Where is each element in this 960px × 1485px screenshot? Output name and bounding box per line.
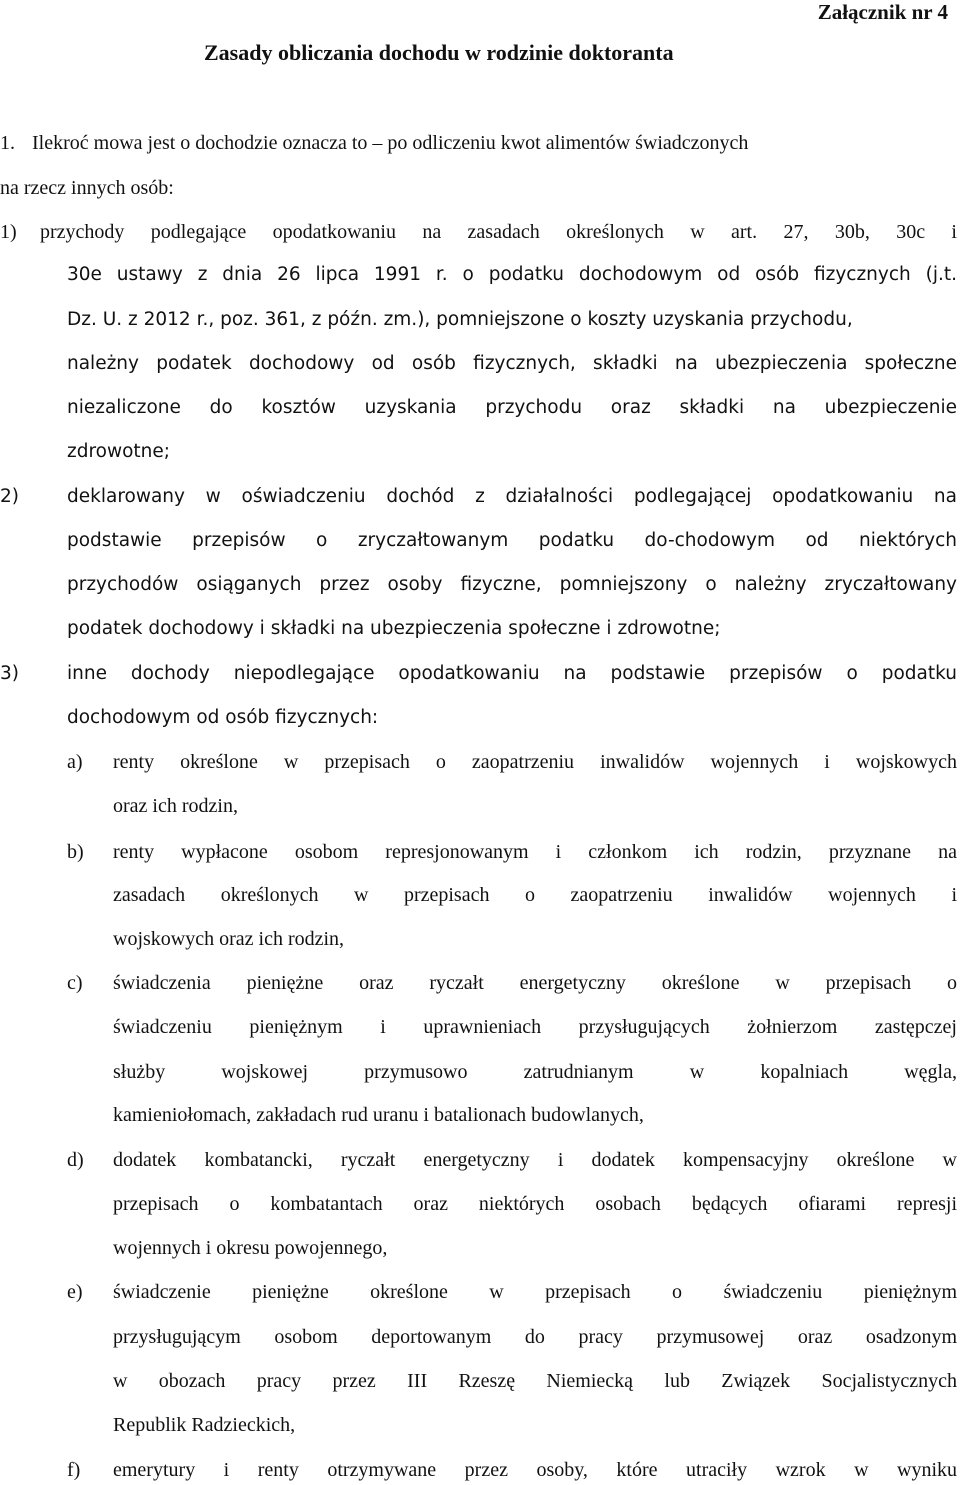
subitem-c-line-3: służby wojskowej przymusowo zatrudnianym w kopalniach węgla, [113,1061,957,1083]
subitem-b-line-2: zasadach określonych w przepisach o zaopatrzeniu inwalidów wojennych i [113,884,957,906]
subitem-a-marker: a) [67,751,83,773]
attachment-label: Załącznik nr 4 [817,0,948,24]
subitem-d-line-1: dodatek kombatancki, ryczałt energetyczny i dodatek kompensacyjny określone w [113,1149,957,1171]
item1-line-3-text: Dz. U. z 2012 r., poz. 361, z późn. zm.), pomniejszone o koszty uzyskania przychodu, [67,309,853,330]
subitem-e-line-2: przysługującym osobom deportowanym do pracy przymusowej oraz osadzonym [113,1326,957,1348]
subitem-c-line-2: świadczeniu pieniężnym i uprawnieniach przysługujących żołnierzom zastępczej [113,1016,957,1038]
item3-marker: 3) [0,663,19,684]
subitem-d-line-3: wojennych i okresu powojennego, [113,1237,388,1259]
subitem-f-line-1: emerytury i renty otrzymywane przez osoby, które utraciły wzrok w wyniku [113,1459,957,1481]
subitem-a-line-1: renty określone w przepisach o zaopatrzeniu inwalidów wojennych i wojskowych [113,751,957,773]
subitem-b-line-3: wojskowych oraz ich rodzin, [113,928,345,950]
document-title: Zasady obliczania dochodu w rodzinie doktoranta [204,40,674,65]
item1-line-1: przychody podlegające opodatkowaniu na zasadach określonych w art. 27, 30b, 30c i [40,221,957,243]
subitem-b-marker: b) [67,841,84,863]
section1-number: 1. [0,132,15,154]
item1-line-2: 30e ustawy z dnia 26 lipca 1991 r. o podatku dochodowym od osób fizycznych (j.t. [67,264,957,285]
item3-line-1: inne dochody niepodlegające opodatkowaniu na podstawie przepisów o podatku [67,663,957,684]
subitem-d-marker: d) [67,1149,84,1171]
item2-line-4: podatek dochodowy i składki na ubezpieczenia społeczne i zdrowotne; [67,618,721,639]
subitem-c-marker: c) [67,972,83,994]
subitem-e-marker: e) [67,1281,83,1303]
item1-marker: 1) [0,221,17,243]
subitem-e-line-1: świadczenie pieniężne określone w przepisach o świadczeniu pieniężnym [113,1281,957,1303]
item3-line-2: dochodowym od osób fizycznych: [67,707,379,728]
section1-line-2: na rzecz innych osób: [0,177,174,199]
item1-line-3 [67,309,853,330]
item1-line-5: niezaliczone do kosztów uzyskania przychodu oraz składki na ubezpieczenie [67,397,957,418]
item2-line-3: przychodów osiąganych przez osoby fizyczne, pomniejszony o należny zryczałtowany [67,574,957,595]
subitem-e-line-4: Republik Radzieckich, [113,1414,296,1436]
subitem-b-line-1: renty wypłacone osobom represjonowanym i członkom ich rodzin, przyznane na [113,841,957,863]
item2-line-1: deklarowany w oświadczeniu dochód z działalności podlegającej opodatkowaniu na [67,486,957,507]
item2-line-2: podstawie przepisów o zryczałtowanym podatku do-chodowym od niektórych [67,530,957,551]
subitem-c-line-4: kamieniołomach, zakładach rud uranu i batalionach budowlanych, [113,1104,644,1126]
item1-line-4: należny podatek dochodowy od osób fizycznych, składki na ubezpieczenia społeczne [67,353,957,374]
subitem-e-line-3: w obozach pracy przez III Rzeszę Niemiecką lub Związek Socjalistycznych [113,1370,957,1392]
item2-marker: 2) [0,486,19,507]
subitem-c-line-1: świadczenia pieniężne oraz ryczałt energetyczny określone w przepisach o [113,972,957,994]
subitem-f-marker: f) [67,1459,81,1481]
subitem-d-line-2: przepisach o kombatantach oraz niektórych osobach będących ofiarami represji [113,1193,957,1215]
item1-line-6: zdrowotne; [67,441,171,462]
section1-line-1: Ilekroć mowa jest o dochodzie oznacza to – po odliczeniu kwot alimentów świadczonych [32,132,749,154]
subitem-a-line-2: oraz ich rodzin, [113,795,238,817]
